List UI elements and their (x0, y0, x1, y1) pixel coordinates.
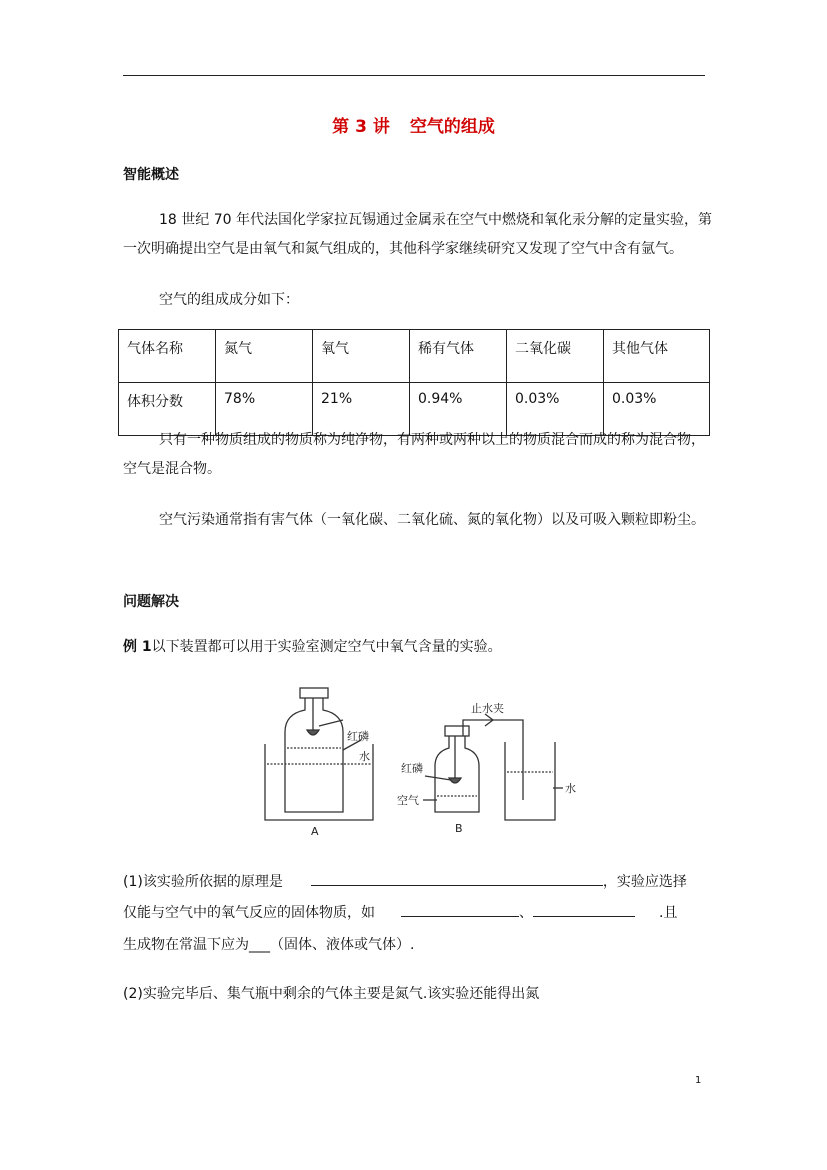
label-a: A (311, 825, 319, 838)
table-header-row (119, 330, 710, 383)
label-b-phosphorus: 红磷 (401, 762, 423, 775)
apparatus-a (265, 688, 373, 820)
example-1 (123, 636, 713, 656)
lecture-number: 第 3 讲 (332, 117, 390, 137)
pollution-paragraph: 空气污染通常指有害气体（一氧化碳、二氧化硫、氮的氧化物）以及可吸入颗粒即粉尘。 (159, 512, 705, 528)
table-cell: 其他气体 (604, 330, 710, 383)
table-cell: 气体名称 (119, 330, 216, 383)
table-cell: 体积分数 (119, 383, 216, 436)
q1-separator: 、 (519, 905, 533, 921)
stopper-b (445, 726, 469, 736)
table-cell: 0.94% (410, 383, 507, 436)
table-cell: 0.03% (604, 383, 710, 436)
table-cell: 稀有气体 (410, 330, 507, 383)
phosphorus-spoon-a (307, 730, 319, 735)
example-text: 以下装置都可以用于实验室测定空气中氧气含量的实验。 (151, 639, 502, 655)
label-b-air: 空气 (397, 794, 419, 807)
q1-text: .且 (659, 905, 678, 921)
page-title (0, 112, 827, 137)
q1-text: ，实验应选择 (602, 874, 687, 890)
apparatus-b (423, 714, 563, 820)
stopper-a (300, 688, 328, 698)
intro-paragraph: 18 世纪 70 年代法国化学家拉瓦锡通过金属汞在空气中燃烧和氧化汞分解的定量实验，第一次明确提出空气是由氧气和氮气组成的，其他科学家继续研究又发现了空气中含有氩气。 (123, 212, 712, 257)
tube-b (463, 720, 523, 800)
label-a-water: 水 (359, 750, 370, 763)
table-cell: 78% (216, 383, 313, 436)
q1-text: (1)该实验所依据的原理是 (123, 874, 283, 890)
bottle-b (435, 736, 479, 812)
header-rule (123, 75, 705, 76)
table-cell: 0.03% (507, 383, 604, 436)
page-number: 1 (695, 1075, 702, 1086)
answer-blank-substance-1[interactable] (401, 902, 519, 917)
question-2: (2)实验完毕后、集气瓶中剩余的气体主要是氮气.该实验还能得出氮 (123, 986, 540, 1002)
beaker-a (265, 744, 373, 820)
answer-blank-substance-2[interactable] (533, 902, 635, 917)
lecture-topic: 空气的组成 (409, 117, 495, 137)
q1-text: 仅能与空气中的氧气反应的固体物质，如 (123, 905, 375, 921)
table-intro: 空气的组成成分如下： (159, 292, 299, 308)
table-cell: 二氧化碳 (507, 330, 604, 383)
label-b-water: 水 (565, 782, 576, 795)
section-heading-overview: 智能概述 (123, 167, 179, 183)
label-b: B (455, 822, 463, 835)
question-1-line-1 (123, 871, 713, 891)
mixture-paragraph: 只有一种物质组成的物质称为纯净物，有两种或两种以上的物质混合而成的称为混合物，空气是混合物。 (123, 432, 705, 477)
section-heading-problems: 问题解决 (123, 594, 179, 610)
question-1-line-3: 生成物在常温下应为___（固体、液体或气体）. (123, 937, 415, 953)
answer-blank-principle[interactable] (311, 871, 603, 886)
bottle-a (285, 698, 343, 812)
question-1-line-2 (123, 902, 713, 922)
air-composition-table (118, 329, 710, 436)
beaker-b (505, 742, 555, 820)
table-cell: 氧气 (313, 330, 410, 383)
label-a-phosphorus: 红磷 (347, 730, 369, 743)
example-label: 例 1 (123, 639, 152, 655)
label-b-clamp: 止水夹 (471, 702, 504, 715)
apparatus-figure (255, 680, 585, 840)
table-cell: 21% (313, 383, 410, 436)
table-cell: 氮气 (216, 330, 313, 383)
